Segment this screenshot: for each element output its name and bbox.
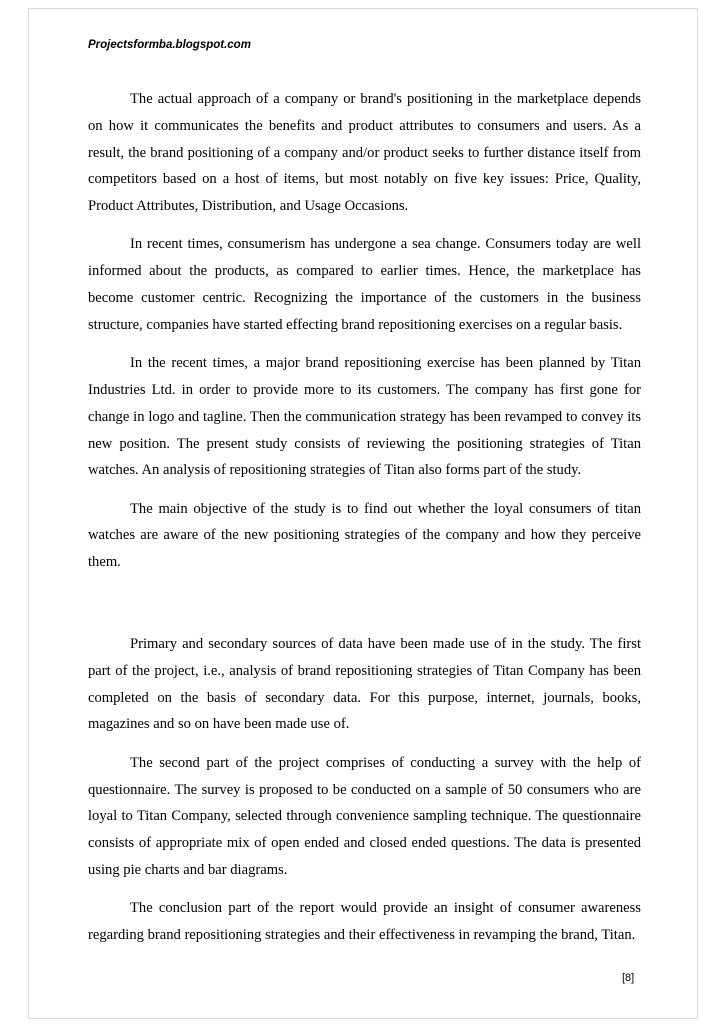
paragraph-positioning-approach: The actual approach of a company or brand's positioning in the marketplace depends on how it communicates the benefits and product attributes to consumers and users. As a result, the brand positioning of a company and/or product seeks to further distance itself from competitors based on a host of items, but most notably on five key issues: Price, Quality, Product Attributes, Distribution, and Usage Occasions. (88, 91, 641, 215)
paragraph-consumerism: In recent times, consumerism has undergone a sea change. Consumers today are well informed about the products, as compared to earlier times. Hence, the marketplace has become customer centric. Recognizing the importance of the customers in the business structure, companies have started effecting brand repositioning exercises on a regular basis. (88, 236, 641, 333)
page-header: Projectsformba.blogspot.com (88, 39, 251, 51)
paragraph-conclusion: The conclusion part of the report would provide an insight of consumer awareness regarding brand repositioning strategies and their effectiveness in revamping the brand, Titan. (88, 900, 641, 944)
paragraph-titan-repositioning: In the recent times, a major brand repositioning exercise has been planned by Titan Industries Ltd. in order to provide more to its customers. The company has first gone for change in logo and tagline. Then the communication strategy has been revamped to convey its new position. The present study consists of reviewing the positioning strategies of Titan watches. An analysis of repositioning strategies of Titan also forms part of the study. (88, 355, 641, 479)
paragraph-study-objective: The main objective of the study is to find out whether the loyal consumers of titan watches are aware of the new positioning strategies of the company and how they perceive them. (88, 500, 641, 571)
page-number: [8] (622, 972, 635, 984)
document-body (88, 86, 641, 960)
paragraph-data-sources: Primary and secondary sources of data have been made use of in the study. The first part of the project, i.e., analysis of brand repositioning strategies of Titan Company has been completed on the basis of secondary data. For this purpose, internet, journals, books, magazines and so on have been made use of. (88, 636, 641, 733)
paragraph-survey: The second part of the project comprises of conducting a survey with the help of questionnaire. The survey is proposed to be conducted on a sample of 50 consumers who are loyal to Titan Company, selected through convenience sampling technique. The questionnaire consists of appropriate mix of open ended and closed ended questions. The data is presented using pie charts and bar diagrams. (88, 754, 641, 878)
